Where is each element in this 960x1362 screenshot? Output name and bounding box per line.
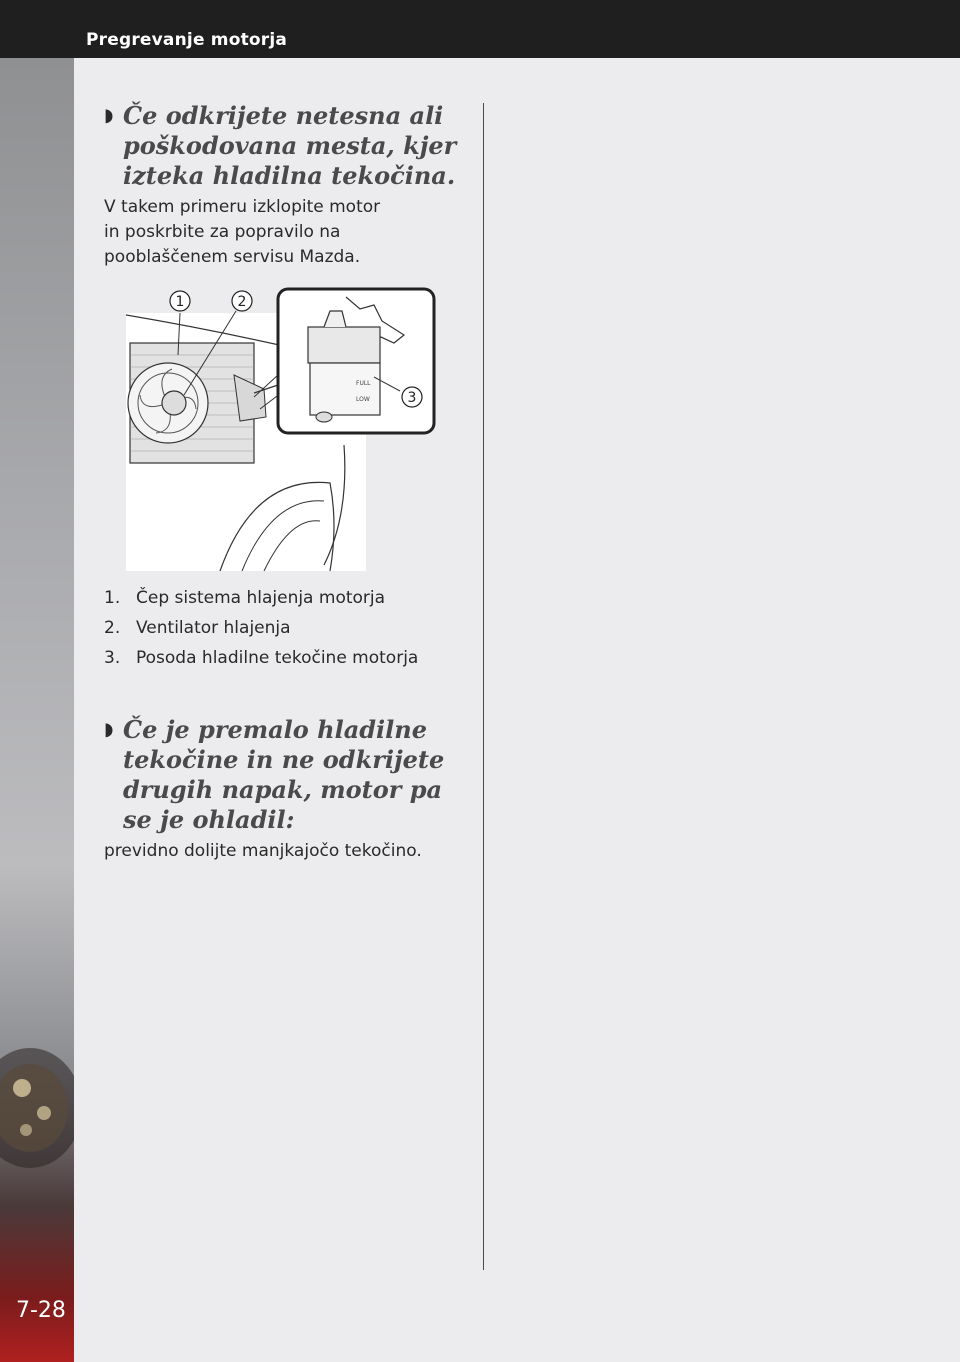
callout-2 [232, 291, 252, 311]
column-divider [483, 103, 484, 1270]
heading-line: tekočine in ne odkrijete [123, 745, 445, 774]
tank-full-mark: FULL [356, 380, 371, 387]
heading-line: izteka hladilna tekočina. [123, 161, 456, 190]
figure-legend [104, 586, 474, 676]
body-line: V takem primeru izklopite motor [104, 197, 381, 217]
callout-label: 3 [407, 390, 417, 406]
heading-line: Če je premalo hladilne [123, 715, 428, 744]
body-line: in poskrbite za popravilo na [104, 222, 341, 242]
legend-text: Ventilator hlajenja [136, 618, 291, 638]
list-item [104, 586, 474, 616]
section-body-leaks [104, 195, 464, 270]
callout-label: 2 [237, 294, 247, 310]
heading-line: se je ohladil: [123, 805, 295, 834]
legend-number: 3. [104, 648, 121, 668]
section-heading-leaks [104, 101, 474, 191]
callout-3 [402, 387, 422, 407]
legend-number: 2. [104, 618, 121, 638]
heading-line: drugih napak, motor pa [123, 775, 443, 804]
list-item [104, 646, 474, 676]
legend-number: 1. [104, 588, 121, 608]
callout-1 [170, 291, 190, 311]
tank-low-mark: LOW [356, 396, 370, 403]
bullet-icon: ◗ [104, 105, 114, 126]
legend-text: Čep sistema hlajenja motorja [136, 588, 386, 608]
page-number: 7-28 [16, 1298, 66, 1323]
list-item [104, 616, 474, 646]
legend-text: Posoda hladilne tekočine motorja [136, 648, 419, 668]
callout-label: 1 [175, 294, 185, 310]
section-heading-low-coolant [104, 715, 474, 835]
engine-cooling-illustration [124, 285, 440, 572]
section-body-low-coolant: previdno dolijte manjkajočo tekočino. [104, 841, 422, 861]
body-line: pooblaščenem servisu Mazda. [104, 247, 361, 267]
headlight-decor-image [0, 58, 74, 1362]
header-bar [0, 0, 960, 58]
heading-line: Če odkrijete netesna ali [123, 101, 444, 130]
heading-line: poškodovana mesta, kjer [123, 131, 457, 160]
bullet-icon: ◗ [104, 719, 114, 740]
page-header-title: Pregrevanje motorja [86, 30, 288, 50]
side-decor-bar [0, 58, 74, 1362]
